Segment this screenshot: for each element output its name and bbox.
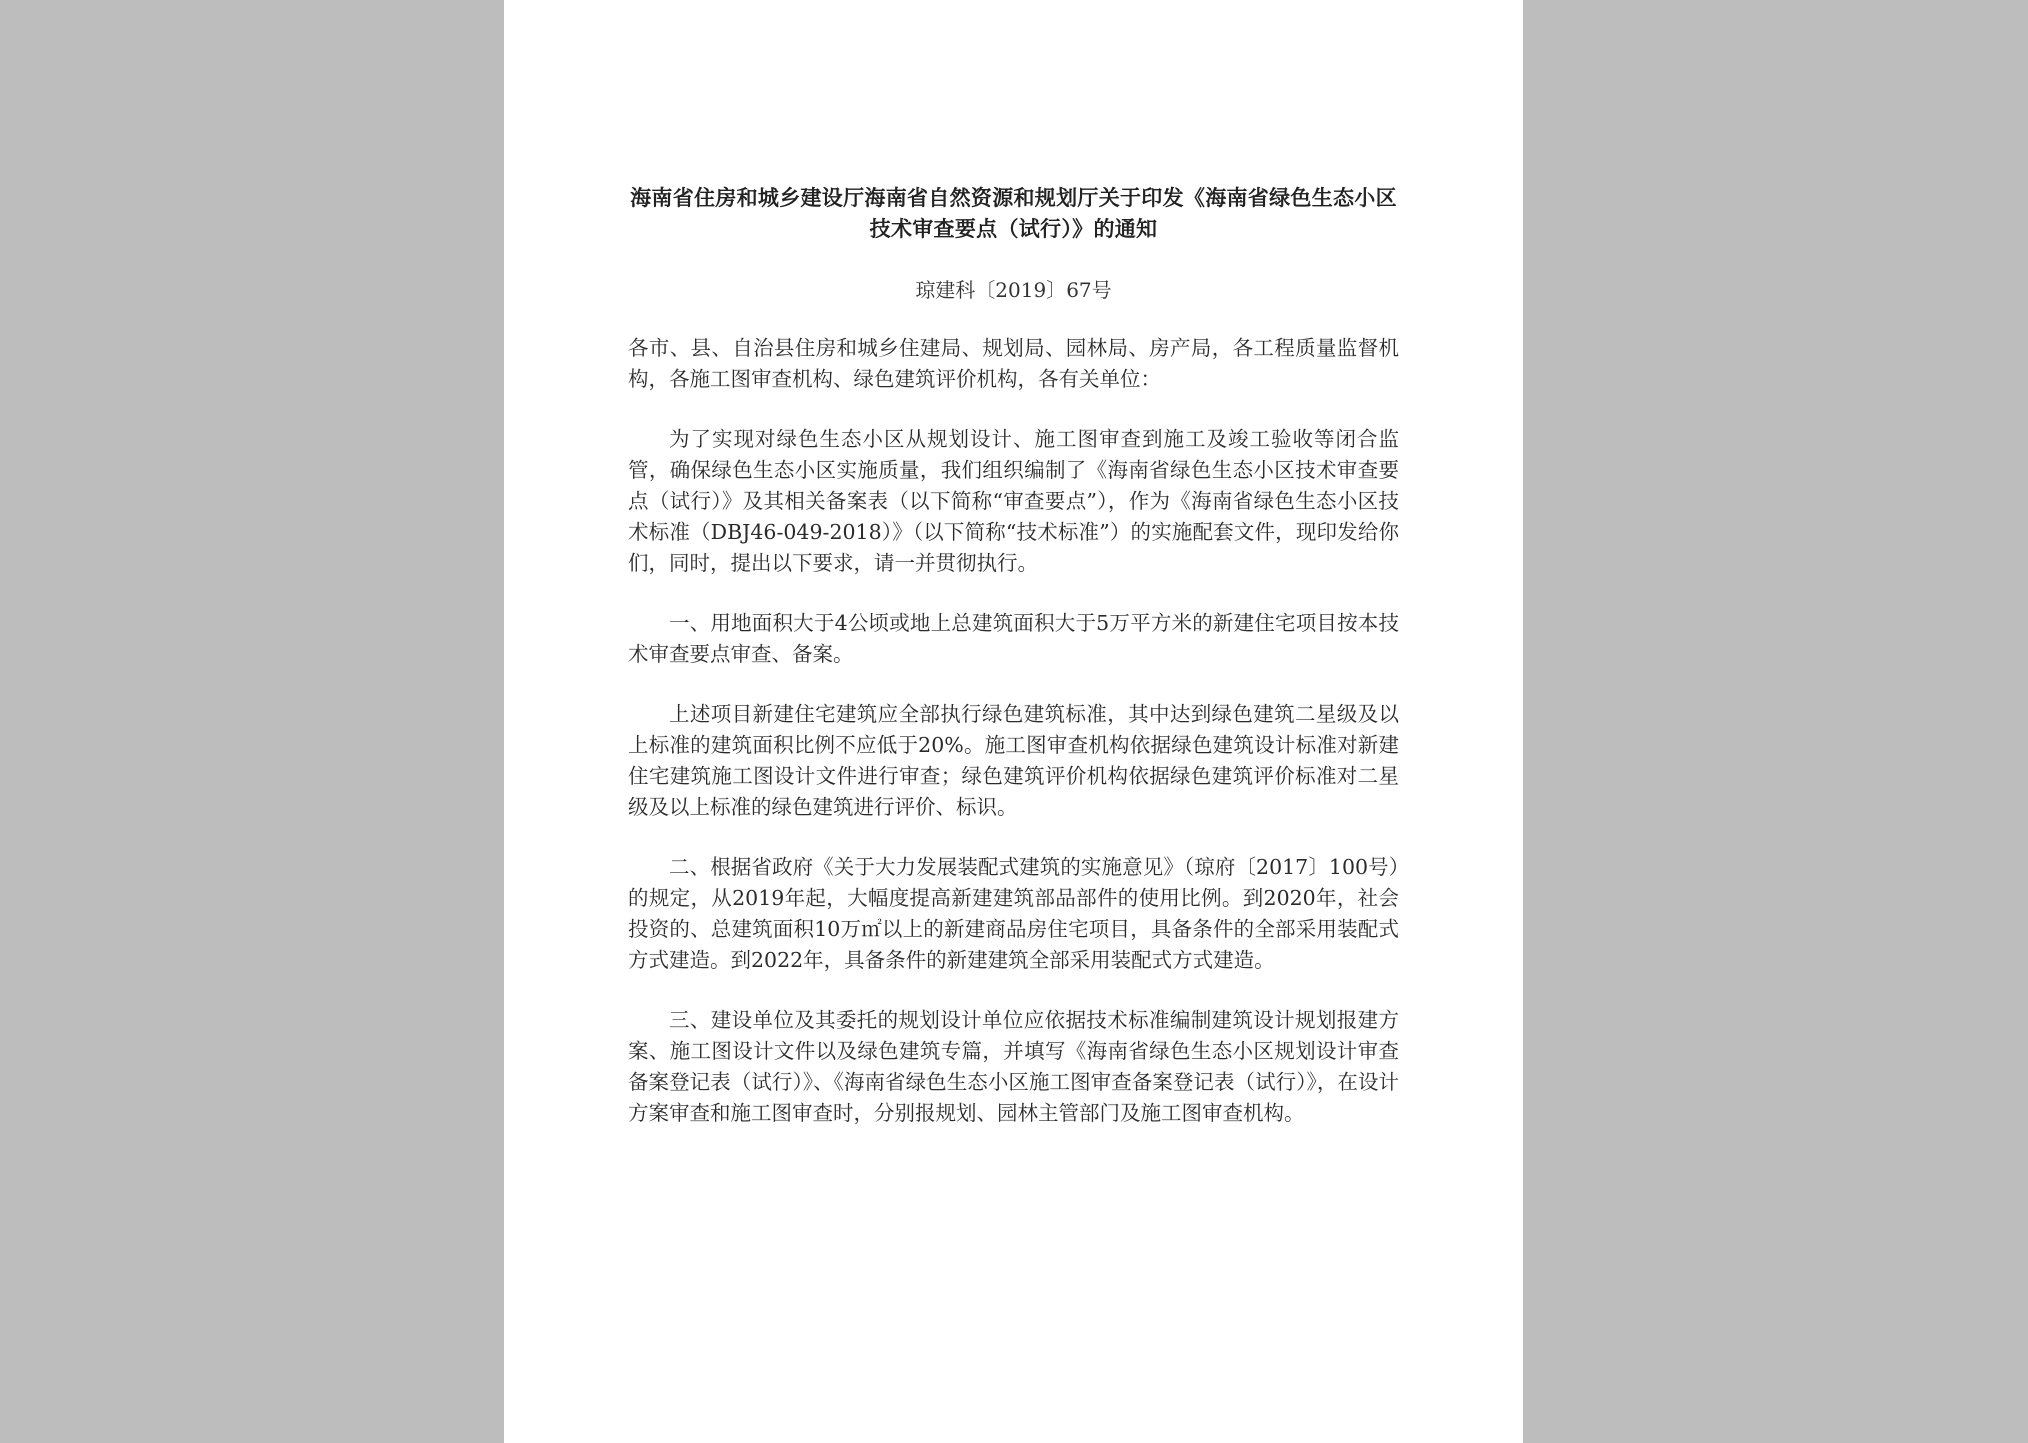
document-page [504,0,1523,1443]
paragraph-item-1: 一、用地面积大于4公顷或地上总建筑面积大于5万平方米的新建住宅项目按本技术审查要点审查、备案。 [628,611,1399,666]
addressee: 各市、县、自治县住房和城乡住建局、规划局、园林局、房产局，各工程质量监督机构，各施工图审查机构、绿色建筑评价机构，各有关单位： [628,336,1399,391]
paragraph-item-1-detail: 上述项目新建住宅建筑应全部执行绿色建筑标准，其中达到绿色建筑二星级及以上标准的建筑面积比例不应低于20%。施工图审查机构依据绿色建筑设计标准对新建住宅建筑施工图设计文件进行审查；绿色建筑评价机构依据绿色建筑评价标准对二星级及以上标准的绿色建筑进行评价、标识。 [628,702,1399,819]
paragraph-item-3: 三、建设单位及其委托的规划设计单位应依据技术标准编制建筑设计规划报建方案、施工图设计文件以及绿色建筑专篇，并填写《海南省绿色生态小区规划设计审查备案登记表（试行）》、《海南省绿色生态小区施工图审查备案登记表（试行）》，在设计方案审查和施工图审查时，分别报规划、园林主管部门及施工图审查机构。 [628,1008,1399,1125]
document-title: 海南省住房和城乡建设厅海南省自然资源和规划厅关于印发《海南省绿色生态小区技术审查要点（试行）》的通知 [630,186,1397,241]
paragraph-item-2: 二、根据省政府《关于大力发展装配式建筑的实施意见》（琼府〔2017〕100号）的规定，从2019年起，大幅度提高新建建筑部品部件的使用比例。到2020年，社会投资的、总建筑面积10万㎡以上的新建商品房住宅项目，具备条件的全部采用装配式方式建造。到2022年，具备条件的新建建筑全部采用装配式方式建造。 [628,855,1399,972]
paragraph-intro: 为了实现对绿色生态小区从规划设计、施工图审查到施工及竣工验收等闭合监管，确保绿色生态小区实施质量，我们组织编制了《海南省绿色生态小区技术审查要点（试行）》及其相关备案表（以下简称“审查要点”），作为《海南省绿色生态小区技术标准（DBJ46-049-2018）》（以下简称“技术标准”）的实施配套文件，现印发给你们，同时，提出以下要求，请一并贯彻执行。 [628,427,1399,575]
document-number: 琼建科〔2019〕67号 [915,278,1112,302]
